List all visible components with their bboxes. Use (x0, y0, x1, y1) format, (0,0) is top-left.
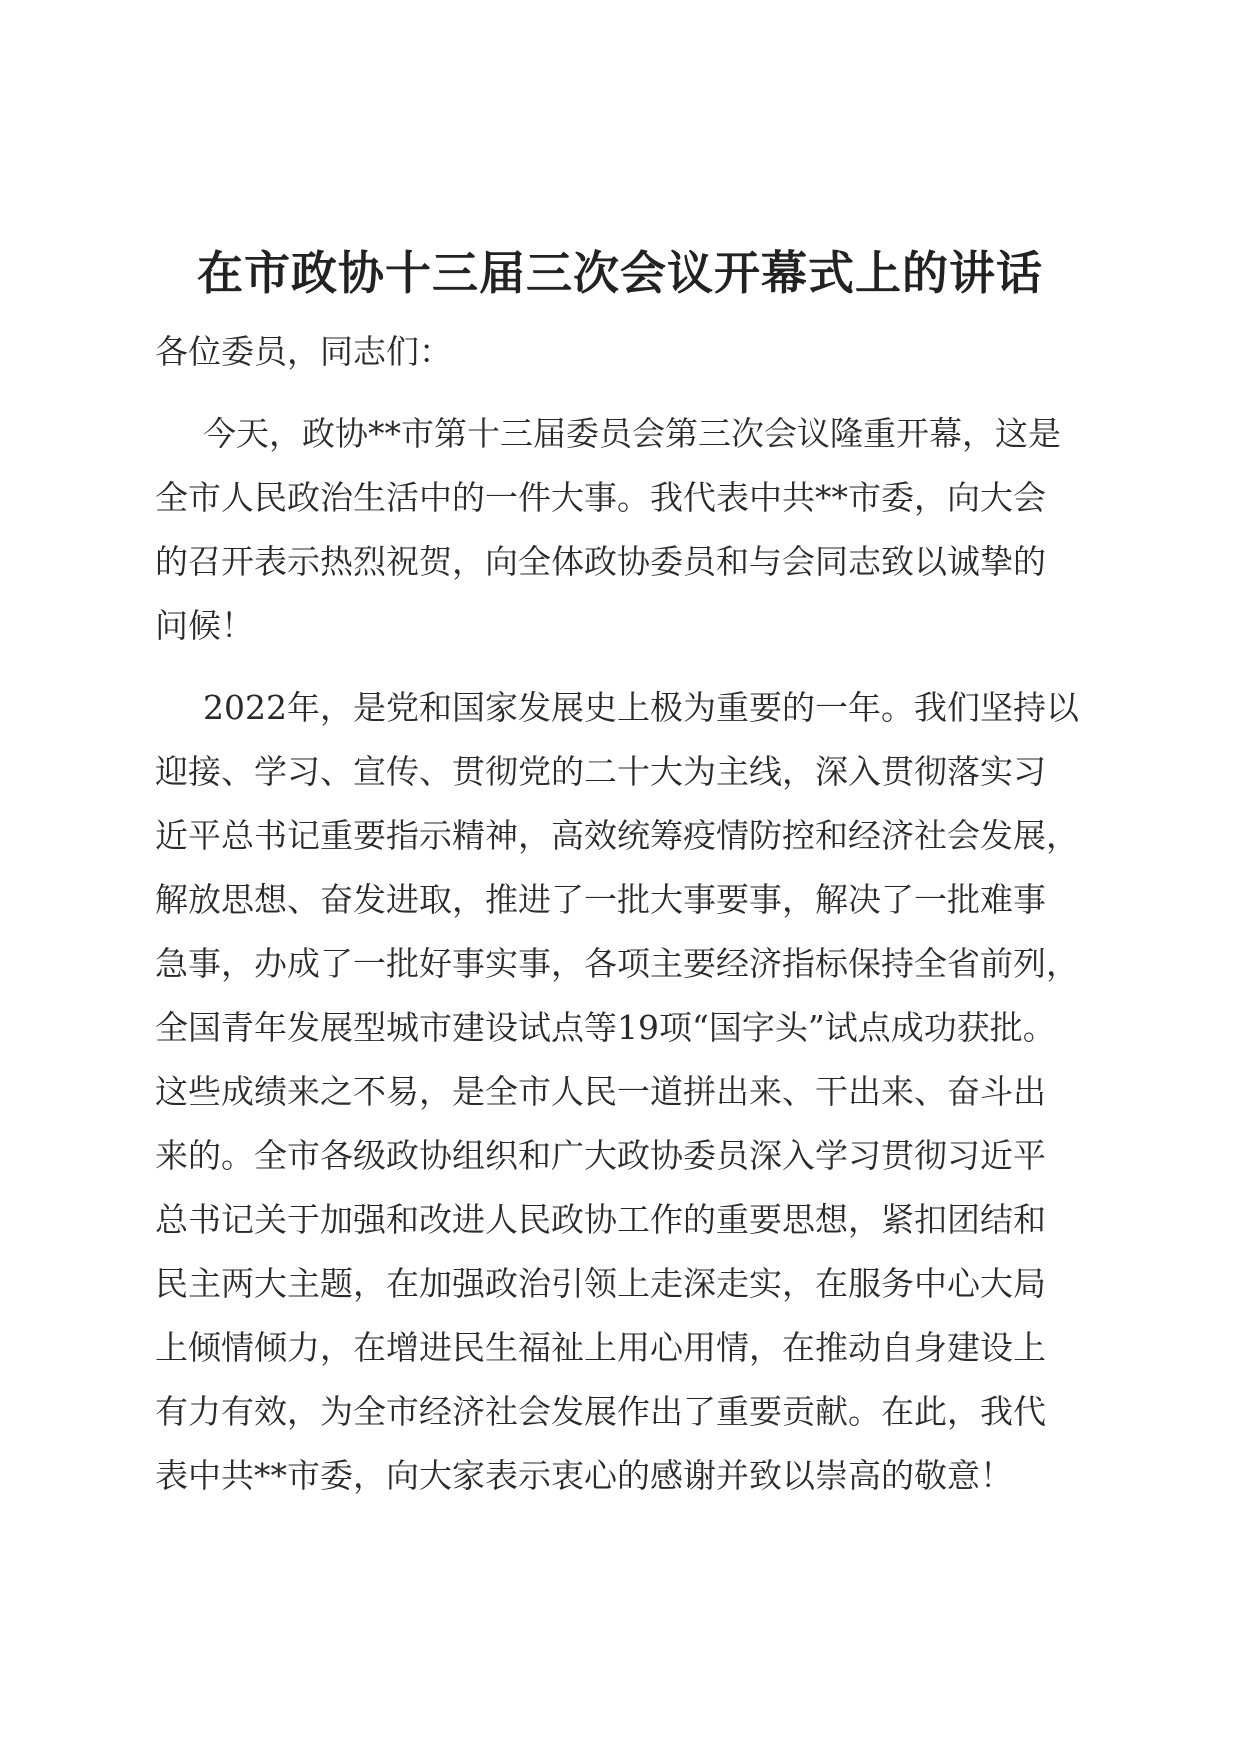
paragraph-line: 这些成绩来之不易，是全市人民一道拼出来、干出来、奋斗出 (155, 1072, 1046, 1111)
paragraph-line: 解放思想、奋发进取，推进了一批大事要事，解决了一批难事 (155, 880, 1046, 919)
paragraph-line: 有力有效，为全市经济社会发展作出了重要贡献。在此，我代 (155, 1392, 1046, 1431)
paragraph-gap (155, 384, 1095, 402)
paragraph-line: 全国青年发展型城市建设试点等19项“国字头”试点成功获批。 (155, 1008, 1056, 1047)
paragraph-2 (155, 676, 1095, 1508)
paragraph-line: 上倾情倾力，在增进民生福祉上用心用情，在推动自身建设上 (155, 1328, 1046, 1367)
paragraph-line: 2022年，是党和国家发展史上极为重要的一年。我们坚持以 (203, 688, 1079, 727)
paragraph-line: 近平总书记重要指示精神，高效统筹疫情防控和经济社会发展， (155, 816, 1079, 855)
paragraph-1 (155, 402, 1095, 658)
paragraph-line: 问候！ (155, 606, 254, 645)
paragraph-line: 急事，办成了一批好事实事，各项主要经济指标保持全省前列， (155, 944, 1079, 983)
paragraph-line: 迎接、学习、宣传、贯彻党的二十大为主线，深入贯彻落实习 (155, 752, 1046, 791)
paragraph-line: 全市人民政治生活中的一件大事。我代表中共**市委，向大会 (155, 478, 1046, 517)
paragraph-gap (155, 658, 1095, 676)
document-body (155, 320, 1095, 1508)
paragraph-line: 的召开表示热烈祝贺，向全体政协委员和与会同志致以诚挚的 (155, 542, 1046, 581)
paragraph-line: 总书记关于加强和改进人民政协工作的重要思想，紧扣团结和 (155, 1200, 1046, 1239)
salutation: 各位委员，同志们： (155, 332, 452, 371)
document-title: 在市政协十三届三次会议开幕式上的讲话 (197, 246, 1043, 300)
paragraph-line: 民主两大主题，在加强政治引领上走深走实，在服务中心大局 (155, 1264, 1046, 1303)
paragraph-line: 表中共**市委，向大家表示衷心的感谢并致以崇高的敬意！ (155, 1456, 1013, 1495)
paragraph-line: 来的。全市各级政协组织和广大政协委员深入学习贯彻习近平 (155, 1136, 1046, 1175)
paragraph-line: 今天，政协**市第十三届委员会第三次会议隆重开幕，这是 (203, 414, 1061, 453)
